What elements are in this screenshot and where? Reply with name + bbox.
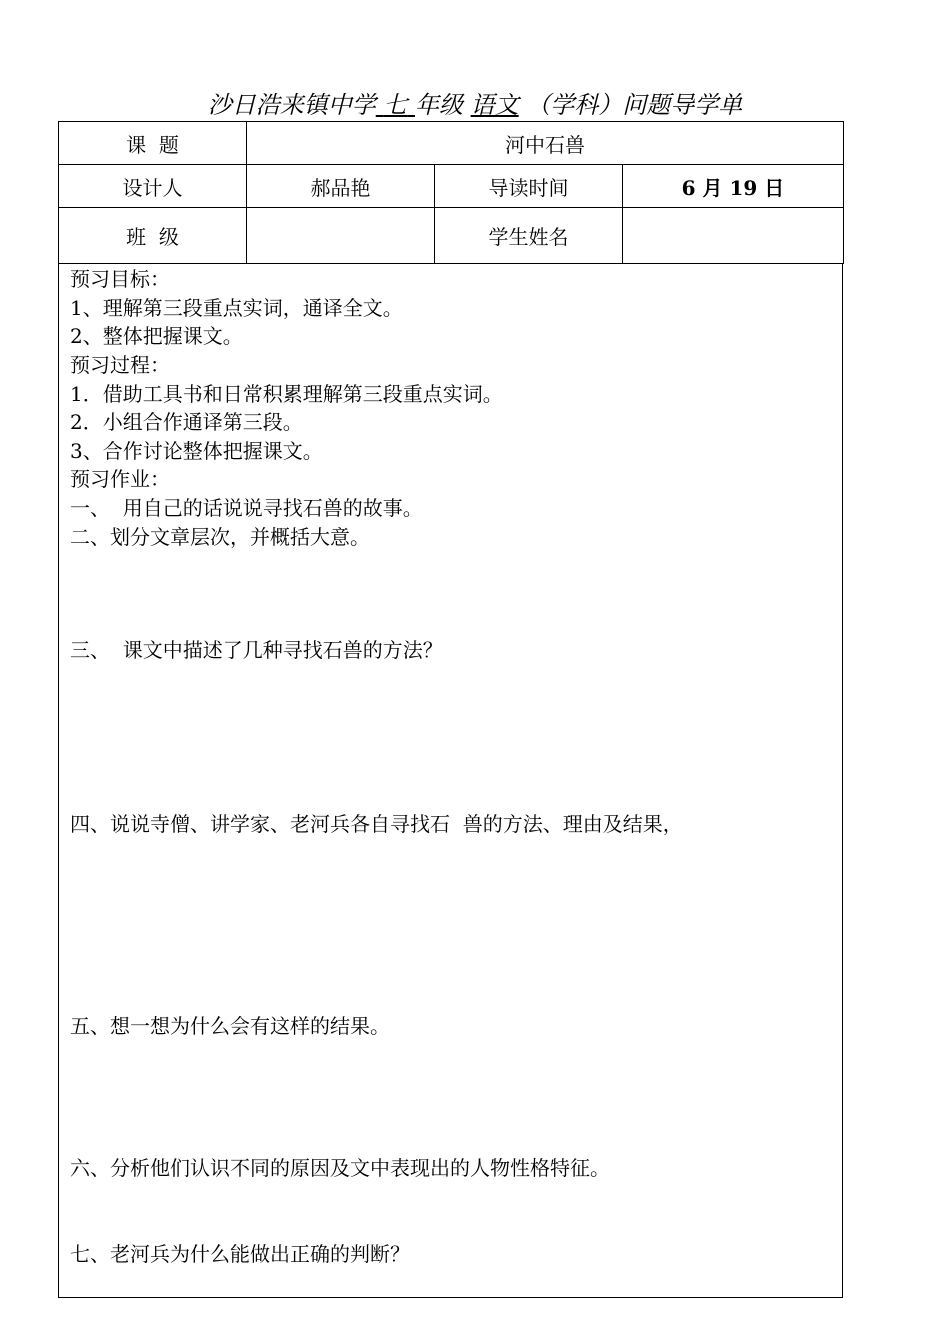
class-value-field[interactable] xyxy=(247,208,435,264)
process-heading: 预习过程： xyxy=(70,353,170,377)
question-4: 四、说说寺僧、讲学家、老河兵各自寻找石 兽的方法、理由及结果， xyxy=(70,812,683,836)
process-2: 2．小组合作通译第三段。 xyxy=(70,410,303,434)
designer-label: 设计人 xyxy=(59,165,247,208)
process-1: 1．借助工具书和日常积累理解第三段重点实词。 xyxy=(70,382,503,406)
goal-1: 1、理解第三段重点实词，通译全文。 xyxy=(70,296,403,320)
time-value: 6 月 19 日 xyxy=(623,165,844,208)
question-6: 六、分析他们认识不同的原因及文中表现出的人物性格特征。 xyxy=(70,1156,610,1180)
class-row xyxy=(59,208,844,264)
student-name-label: 学生姓名 xyxy=(435,208,623,264)
topic-row xyxy=(59,122,844,165)
class-label: 班 级 xyxy=(59,208,247,264)
designer-value: 郝品艳 xyxy=(247,165,435,208)
student-name-field[interactable] xyxy=(623,208,844,264)
question-1: 一、 用自己的话说说寻找石兽的故事。 xyxy=(70,496,423,520)
worksheet-body xyxy=(58,263,843,1298)
grade-suffix: 年级 xyxy=(415,91,463,119)
goal-2: 2、整体把握课文。 xyxy=(70,324,243,348)
process-3: 3、合作讨论整体把握课文。 xyxy=(70,439,323,463)
question-5: 五、想一想为什么会有这样的结果。 xyxy=(70,1014,390,1038)
school-name: 沙日浩来镇中学 xyxy=(207,91,376,119)
document-title xyxy=(0,88,950,122)
homework-heading: 预习作业： xyxy=(70,467,170,491)
time-label: 导读时间 xyxy=(435,165,623,208)
question-7: 七、老河兵为什么能做出正确的判断？ xyxy=(70,1242,410,1266)
grade-value: 七 xyxy=(383,91,408,119)
subject-suffix: （学科）问题导学单 xyxy=(526,91,743,119)
topic-value: 河中石兽 xyxy=(247,122,844,165)
question-2: 二、划分文章层次，并概括大意。 xyxy=(70,525,370,549)
topic-label: 课 题 xyxy=(59,122,247,165)
question-3: 三、 课文中描述了几种寻找石兽的方法？ xyxy=(70,638,443,662)
subject-value: 语文 xyxy=(470,91,519,119)
goals-heading: 预习目标： xyxy=(70,267,170,291)
designer-row xyxy=(59,165,844,208)
header-table xyxy=(58,121,844,264)
